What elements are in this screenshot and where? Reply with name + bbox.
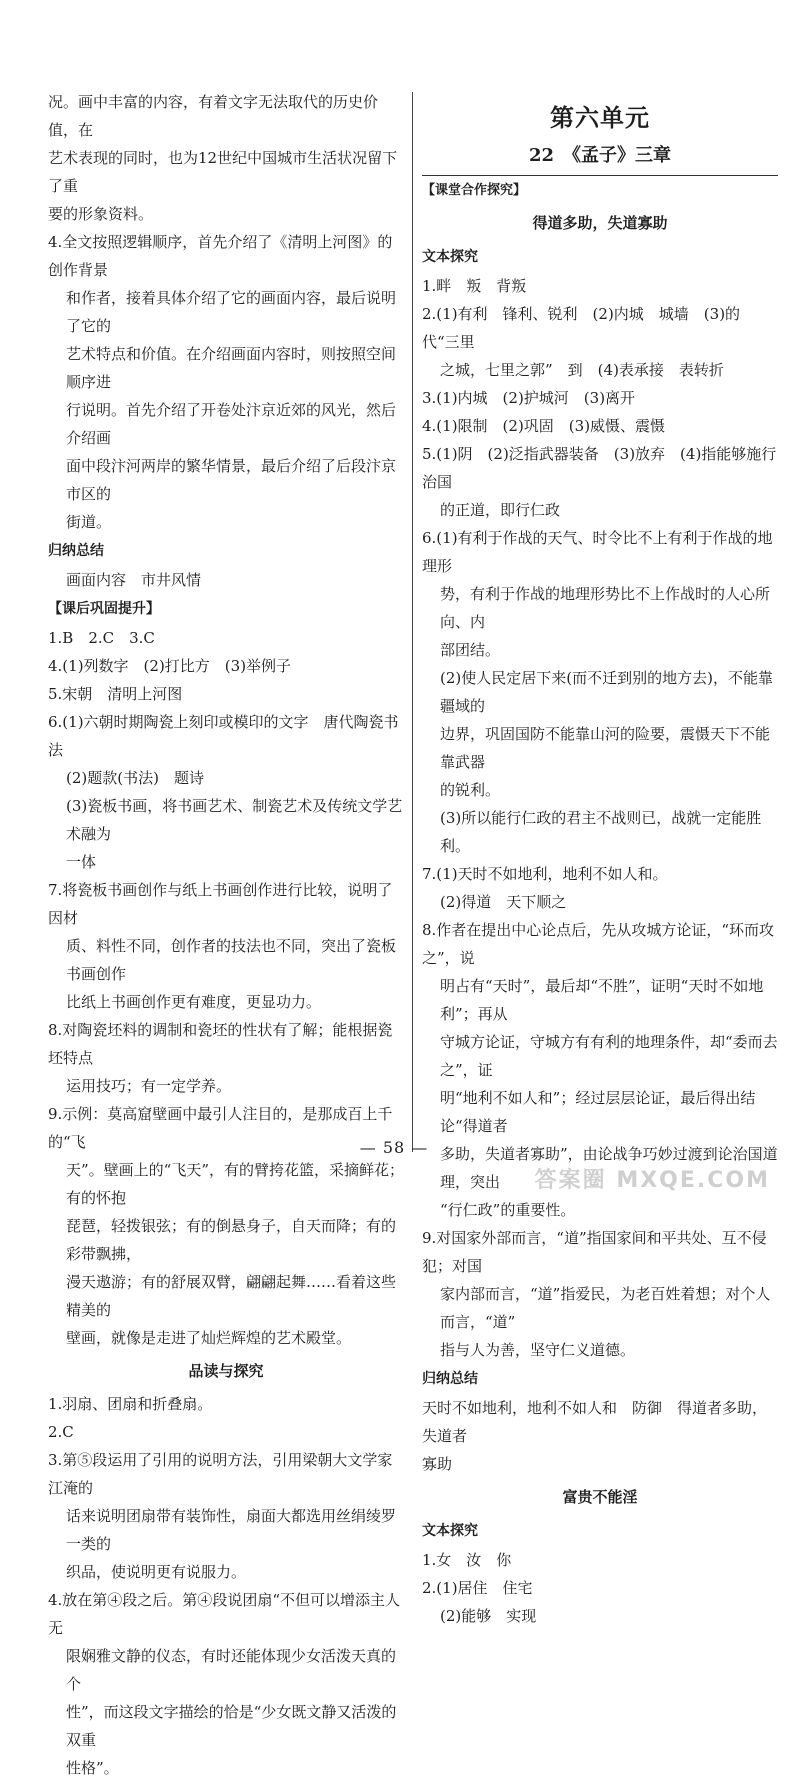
reading-answer-4-line: 限娴雅文静的仪态，有时还能体现少女活泼天真的个 bbox=[66, 1647, 397, 1693]
answer-b2-line: 2.(1)有利 锋利、锐利 (2)内城 城墙 (3)的 代“三里 bbox=[422, 305, 756, 351]
answer-b6-line: 6.(1)有利于作战的天气、时令比不上有利于作战的地理形 bbox=[422, 529, 773, 575]
answer-9-line: 琵琶，轻拨银弦；有的倒悬身子，自天而降；有的彩带飘拂， bbox=[66, 1217, 397, 1263]
column-divider bbox=[412, 92, 413, 1152]
answer-b8-line: 明占有“天时”，最后却“不胜”，证明“天时不如地利”；再从 bbox=[440, 977, 764, 1023]
answer-b4: 4.(1)限制 (2)巩固 (3)威慑、震慑 bbox=[422, 417, 666, 435]
reading-answer-2: 2.C bbox=[48, 1423, 74, 1441]
unit-title: 第六单元 bbox=[550, 103, 650, 132]
summary-text: 画面内容 市井风情 bbox=[66, 571, 202, 589]
watermark-logo: 答案圈 MXQE.COM bbox=[534, 1168, 770, 1193]
answer-b9-line: 家内部而言，“道”指爱民，为老百姓着想；对个人而言，“道” bbox=[440, 1285, 771, 1331]
answer-b5-line: 5.(1)阴 (2)泛指武器装备 (3)放弃 (4)指能够施行治国 bbox=[422, 445, 777, 491]
answer-9-line: 9.示例：莫高窟壁画中最引人注目的，是那成百上千的“飞 bbox=[48, 1105, 393, 1151]
page-number: — 58 — bbox=[359, 1138, 429, 1157]
answer-6-line: 一体 bbox=[66, 853, 97, 871]
answer-b6-line: 势，有利于作战的地理形势比不上作战时的人心所向、内 bbox=[440, 585, 771, 631]
summary-heading-right: 归纳总结 bbox=[422, 1371, 478, 1387]
answer-b7-line: (2)得道 天下顺之 bbox=[440, 893, 567, 911]
answer-b6-line: 的锐利。 bbox=[440, 781, 501, 799]
answer-b3: 3.(1)内城 (2)护城河 (3)离开 bbox=[422, 389, 636, 407]
class-explore-heading: 【课堂合作探究】 bbox=[422, 175, 778, 204]
answer-b6-line: 部团结。 bbox=[440, 641, 501, 659]
answer-4: 4.(1)列数字 (2)打比方 (3)举例子 bbox=[48, 657, 292, 675]
answer-b8-line: 多助，失道者寡助”，由论战争巧妙过渡到论治国道理，突出 bbox=[440, 1145, 778, 1191]
answer-b9-line: 指与人为善，坚守仁义道德。 bbox=[440, 1341, 636, 1359]
answer-4-line: 面中段汴河两岸的繁华情景，最后介绍了后段汴京市区的 bbox=[66, 457, 397, 503]
left-column bbox=[48, 88, 404, 1782]
answer-6-line: 6.(1)六朝时期陶瓷上刻印或模印的文字 唐代陶瓷书法 bbox=[48, 713, 399, 759]
answer-9-line: 漫天遨游；有的舒展双臂，翩翩起舞……看着这些精美的 bbox=[66, 1273, 397, 1319]
text-explore-heading: 文本探究 bbox=[422, 249, 478, 265]
answer-4-line: 4.全文按照逻辑顺序，首先介绍了《清明上河图》的创作背景 bbox=[48, 233, 393, 279]
answer-9-line: 壁画，就像是走进了灿烂辉煌的艺术殿堂。 bbox=[66, 1329, 352, 1347]
summary-heading: 归纳总结 bbox=[48, 543, 104, 559]
answer-4-line: 街道。 bbox=[66, 513, 112, 531]
answer-b8-line: “行仁政”的重要性。 bbox=[440, 1201, 576, 1219]
answer-b1: 1.畔 叛 背叛 bbox=[422, 277, 527, 295]
reading-answer-3-line: 织品，使说明更有说服力。 bbox=[66, 1563, 247, 1581]
answer-b7-line: 7.(1)天时不如地利，地利不如人和。 bbox=[422, 865, 668, 883]
answer-b8-line: 守城方论证，守城方有有利的地理条件，却“委而去之”，证 bbox=[440, 1033, 778, 1079]
part1-title: 得道多助，失道寡助 bbox=[532, 214, 668, 232]
after-class-heading: 【课后巩固提升】 bbox=[48, 601, 160, 617]
answer-6-line: (2)题款(书法) 题诗 bbox=[66, 769, 204, 787]
answer-7-line: 7.将瓷板书画创作与纸上书画创作进行比较，说明了因材 bbox=[48, 881, 393, 927]
answer-8-line: 8.对陶瓷坯料的调制和瓷坯的性状有了解；能根据瓷坯特点 bbox=[48, 1021, 393, 1067]
answer-8-line: 运用技巧；有一定学养。 bbox=[66, 1077, 232, 1095]
summary-text-right: 寡助 bbox=[422, 1455, 453, 1473]
intro-line: 况。画中丰富的内容，有着文字无法取代的历史价值，在 bbox=[48, 93, 379, 139]
intro-line: 要的形象资料。 bbox=[48, 205, 154, 223]
answer-7-line: 比纸上书画创作更有难度，更显功力。 bbox=[66, 993, 322, 1011]
reading-section-title: 品读与探究 bbox=[188, 1362, 264, 1380]
answer-b6-line: (2)使人民定居下来(而不迁到别的地方去)，不能靠疆域的 bbox=[440, 669, 773, 715]
summary-text-right: 天时不如地利，地利不如人和 防御 得道者多助，失道者 bbox=[422, 1399, 768, 1445]
lesson-title: 22 《孟子》三章 bbox=[528, 145, 672, 166]
part2-title: 富贵不能淫 bbox=[562, 1488, 638, 1506]
answer-b5-line: 的正道，即行仁政 bbox=[440, 501, 561, 519]
answer-b2-line: 之城，七里之郭” 到 (4)表承接 表转折 bbox=[440, 361, 724, 379]
text-explore-heading-2: 文本探究 bbox=[422, 1523, 478, 1539]
answer-4-line: 艺术特点和价值。在介绍画面内容时，则按照空间顺序进 bbox=[66, 345, 397, 391]
answer-1-3: 1.B 2.C 3.C bbox=[48, 629, 155, 647]
reading-answer-3-line: 3.第⑤段运用了引用的说明方法，引用梁朝大文学家江淹的 bbox=[48, 1451, 393, 1497]
answer-9-line: 天”。壁画上的“飞天”，有的臂挎花篮，采摘鲜花；有的怀抱 bbox=[66, 1161, 405, 1207]
answer-c1: 1.女 汝 你 bbox=[422, 1551, 512, 1569]
answer-5: 5.宋朝 清明上河图 bbox=[48, 685, 183, 703]
answer-b9-line: 9.对国家外部而言，“道”指国家间和平共处、互不侵犯；对国 bbox=[422, 1229, 767, 1275]
reading-answer-4-line: 性”，而这段文字描绘的恰是“少女既文静又活泼的双重 bbox=[66, 1703, 397, 1749]
answer-c2-line: (2)能够 实现 bbox=[440, 1607, 537, 1625]
reading-answer-4-line: 性格”。 bbox=[66, 1759, 119, 1777]
answer-4-line: 行说明。首先介绍了开卷处汴京近郊的风光，然后介绍画 bbox=[66, 401, 397, 447]
answer-b8-line: 明“地利不如人和”；经过层层论证，最后得出结论“得道者 bbox=[440, 1089, 756, 1135]
answer-b6-line: (3)所以能行仁政的君主不战则已，战就一定能胜利。 bbox=[440, 809, 762, 855]
reading-answer-3-line: 话来说明团扇带有装饰性，扇面大都选用丝绢绫罗一类的 bbox=[66, 1507, 397, 1553]
answer-c2-line: 2.(1)居住 住宅 bbox=[422, 1579, 533, 1597]
answer-4-line: 和作者，接着具体介绍了它的画面内容，最后说明了它的 bbox=[66, 289, 397, 335]
right-column bbox=[422, 88, 778, 1630]
answer-b8-line: 8.作者在提出中心论点后，先从攻城方论证，“环而攻之”，说 bbox=[422, 921, 774, 967]
answer-7-line: 质、料性不同，创作者的技法也不同，突出了瓷板书画创作 bbox=[66, 937, 397, 983]
answer-6-line: (3)瓷板书画，将书画艺术、制瓷艺术及传统文学艺术融为 bbox=[66, 797, 403, 843]
reading-answer-1: 1.羽扇、团扇和折叠扇。 bbox=[48, 1395, 213, 1413]
answer-b6-line: 边界，巩固国防不能靠山河的险要，震慑天下不能靠武器 bbox=[440, 725, 771, 771]
reading-answer-4-line: 4.放在第④段之后。第④段说团扇“不但可以增添主人无 bbox=[48, 1591, 400, 1637]
intro-line: 艺术表现的同时，也为12世纪中国城市生活状况留下了重 bbox=[48, 149, 398, 195]
